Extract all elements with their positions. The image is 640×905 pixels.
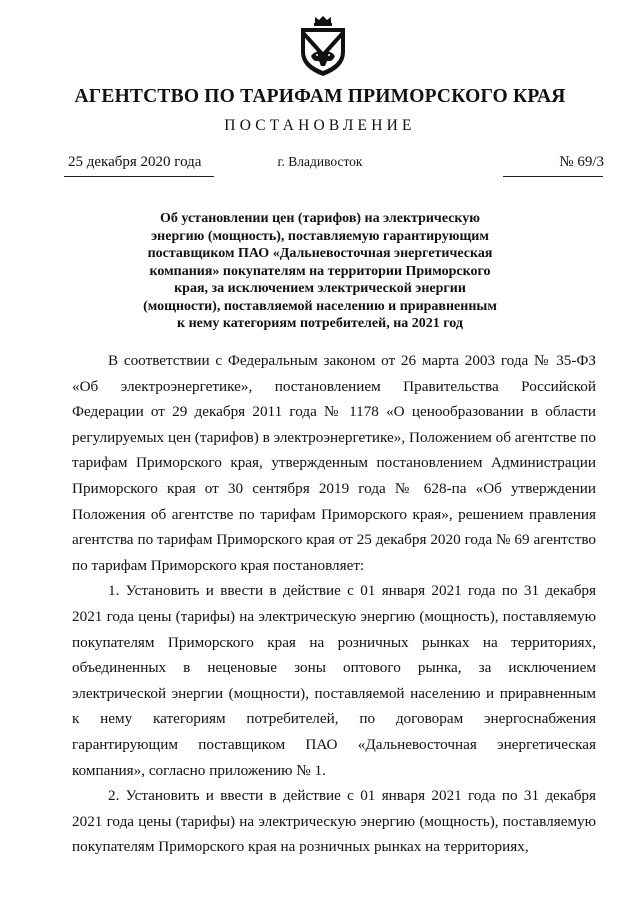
coat-of-arms-emblem [297, 14, 349, 78]
title-line: поставщиком ПАО «Дальневосточная энергетическая [147, 246, 493, 261]
document-title [100, 210, 540, 333]
clause-1-paragraph: 1. Установить и ввести в действие с 01 января 2021 года по 31 декабря 2021 года цены (тарифы) на электрическую энергию (мощность), поставляемую покупателям Приморского края на розничных рынках на территориях, объединенных в неценовые зоны оптового рынка, за исключением электрической энергии (мощности), поставляемой населению и приравненным к нему категориям потребителей, по договорам энергоснабжения гарантирующим поставщиком ПАО «Дальневосточная энергетическая компания», согласно приложению № 1. [72, 582, 596, 779]
date-underline [64, 176, 214, 177]
title-line: Об установлении цен (тарифов) на электрическую [159, 211, 480, 226]
title-line: энергию (мощность), поставляемую гарантирующим [151, 228, 489, 244]
title-line: (мощности), поставляемой населению и приравненным [143, 298, 497, 314]
document-type: ПОСТАНОВЛЕНИЕ [224, 117, 416, 134]
agency-name: АГЕНТСТВО ПО ТАРИФАМ ПРИМОРСКОГО КРАЯ [74, 86, 566, 107]
title-line: компания» покупателям на территории Приморского [149, 263, 491, 279]
document-date: 25 декабря 2020 года [68, 154, 202, 170]
document-number: № 69/3 [559, 154, 604, 170]
title-line: края, за исключением электрической энергии [174, 281, 466, 296]
number-underline [503, 176, 603, 177]
document-city: г. Владивосток [277, 154, 363, 169]
preamble-paragraph: В соответствии с Федеральным законом от 26 марта 2003 года № 35-ФЗ «Об электроэнергетике», постановлением Правительства Российской Федерации от 29 декабря 2011 года № 1178 «О ценообразовании в области регулируемых цен (тарифов) в электроэнергетике», Положением об агентстве по тарифам Приморского края, утвержденным постановлением Администрации Приморского края от 30 сентября 2019 года № 628-па «Об утверждении Положения об агентстве по тарифам Приморского края», решением правления агентства по тарифам Приморского края от 25 декабря 2020 года № 69 агентство по тарифам Приморского края постановляет: [72, 352, 596, 574]
clause-2-paragraph: 2. Установить и ввести в действие с 01 января 2021 года по 31 декабря 2021 года цены (тарифы) на электрическую энергию (мощность), поставляемую покупателям Приморского края на розничных рынках на территориях, [72, 787, 596, 856]
document-body [72, 348, 596, 860]
title-line: к нему категориям потребителей, на 2021 год [177, 316, 463, 331]
